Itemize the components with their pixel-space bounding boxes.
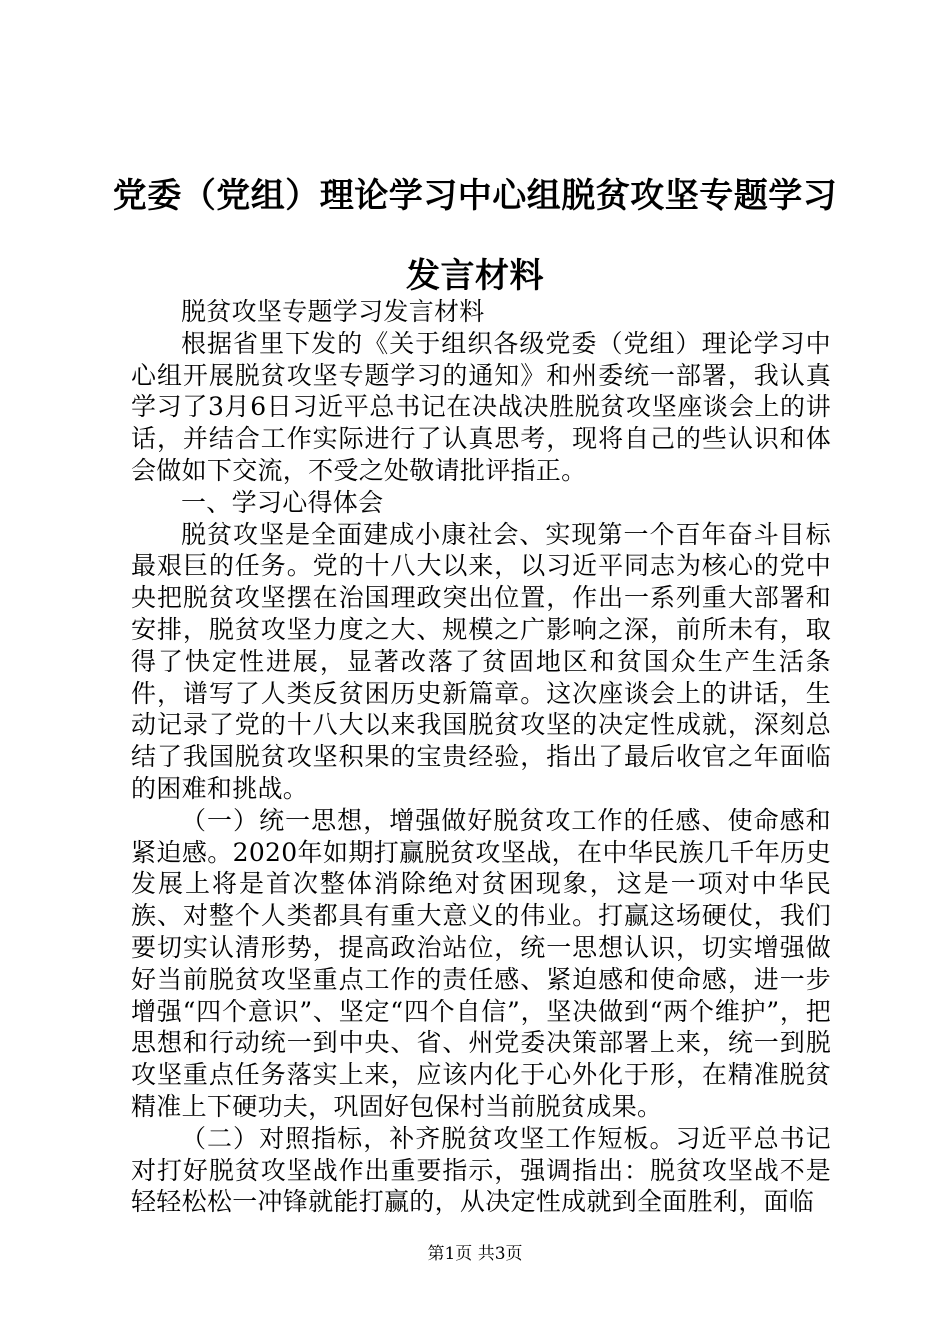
page-footer: 第1页 共3页 (427, 1244, 523, 1264)
paragraph-intro: 根据省里下发的《关于组织各级党委（党组）理论学习中心组开展脱贫攻坚专题学习的通知》和州委统一部署，我认真学习了3月6日习近平总书记在决战决胜脱贫攻坚座谈会上的讲话，并结合工作实际进行了认真思考，现将自己的些认识和体会做如下交流，不受之处敬请批评指正。 (131, 328, 831, 485)
section-heading: 一、学习心得体会 (181, 487, 384, 517)
paragraph-overview: 脱贫攻坚是全面建成小康社会、实现第一个百年奋斗目标最艰巨的任务。党的十八大以来，以习近平同志为核心的党中央把脱贫攻坚摆在治国理政突出位置，作出一系列重大部署和安排，脱贫攻坚力度之大、规模之广影响之深，前所未有，取得了快定性进展，显著改落了贫固地区和贫国众生产生活条件，谱写了人类反贫困历史新篇章。这次座谈会上的讲话，生动记录了党的十八大以来我国脱贫攻坚的决定性成就，深刻总结了我国脱贫攻坚积果的宝贵经验，指出了最后收官之年面临的困难和挑战。 (131, 519, 831, 803)
paragraph-point-two: （二）对照指标，补齐脱贫攻坚工作短板。习近平总书记对打好脱贫攻坚战作出重要指示，强调指出：脱贫攻坚战不是轻轻松松一冲锋就能打赢的，从决定性成就到全面胜利，面临 (131, 1123, 831, 1217)
document-title: 党委（党组）理论学习中心组脱贫攻坚专题学习发言材料 (112, 176, 838, 296)
document-body (131, 296, 831, 1218)
paragraph-point-one: （一）统一思想，增强做好脱贫攻工作的任感、使命感和紧迫感。2020年如期打赢脱贫攻坚战，在中华民族几千年历史发展上将是首次整体消除绝对贫困现象，这是一项对中华民族、对整个人类都具有重大意义的伟业。打赢这场硬仗，我们要切实认清形势，提高政治站位，统一思想认识，切实增强做好当前脱贫攻坚重点工作的责任感、紧迫感和使命感，进一步增强“四个意识”、坚定“四个自信”，坚决做到“两个维护”，把思想和行动统一到中央、省、州党委决策部署上来，统一到脱攻坚重点任务落实上来，应该内化于心外化于形，在精准脱贫精准上下硬功夫，巩固好包保村当前脱贫成果。 (131, 805, 831, 1121)
paragraph-subtitle: 脱贫攻坚专题学习发言材料 (181, 297, 485, 326)
